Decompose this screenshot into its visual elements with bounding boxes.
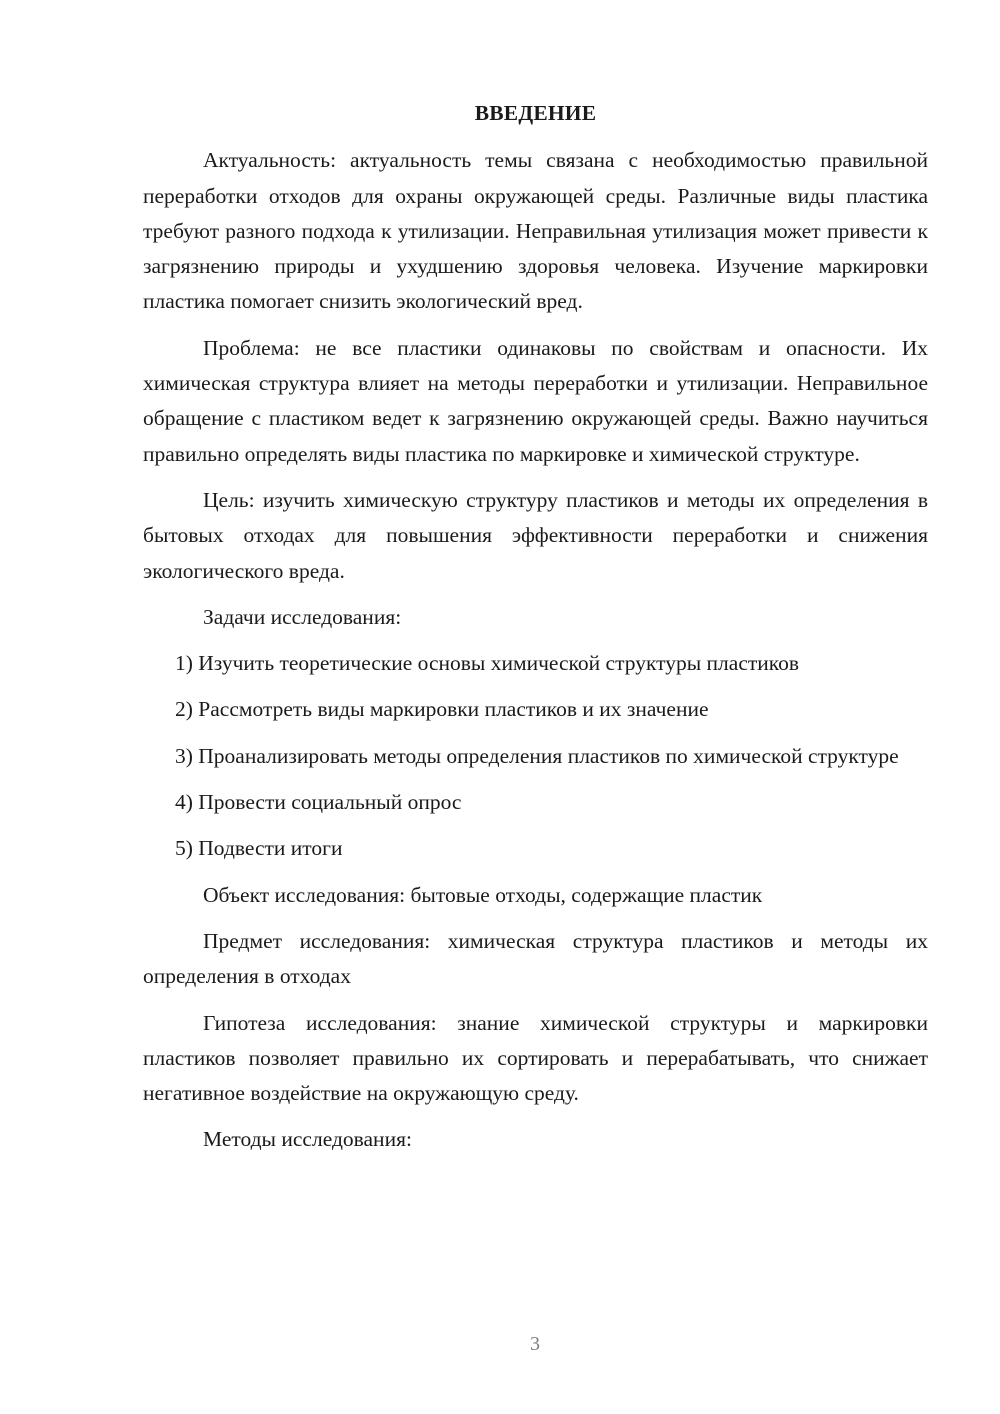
- task-item-5: 5) Подвести итоги: [175, 836, 343, 861]
- tasks-heading: Задачи исследования:: [203, 604, 402, 629]
- task-item-3: 3) Проанализировать методы определения пластиков по химической структуре: [175, 743, 899, 768]
- task-item-1: 1) Изучить теоретические основы химической структуры пластиков: [175, 651, 800, 676]
- object-paragraph: Объект исследования: бытовые отходы, содержащие пластик: [203, 882, 763, 907]
- task-item-4: 4) Провести социальный опрос: [175, 790, 462, 815]
- hypothesis-paragraph: Гипотеза исследования: знание химической структуры и маркировки пластиков позволяет правильно их сортировать и перерабатывать, что снижает негативное воздействие на окружающую среду.: [143, 1010, 928, 1106]
- page-number: 3: [530, 1333, 540, 1355]
- task-item-2: 2) Рассмотреть виды маркировки пластиков и их значение: [175, 697, 709, 722]
- subject-paragraph: Предмет исследования: химическая структура пластиков и методы их определения в отходах: [143, 928, 928, 989]
- page-content: [143, 96, 928, 1169]
- problem-paragraph: Проблема: не все пластики одинаковы по свойствам и опасности. Их химическая структура влияет на методы переработки и утилизации. Неправильное обращение с пластиком ведет к загрязнению окружающей среды. Важно научиться правильно определять виды пластика по маркировке и химической структуре.: [143, 335, 928, 466]
- relevance-paragraph: Актуальность: актуальность темы связана с необходимостью правильной переработки отходов для охраны окружающей среды. Различные виды пластика требуют разного подхода к утилизации. Неправильная утилизация может привести к загрязнению природы и ухудшению здоровья человека. Изучение маркировки пластика помогает снизить экологический вред.: [143, 148, 928, 314]
- page-title: ВВЕДЕНИЕ: [474, 101, 597, 125]
- goal-paragraph: Цель: изучить химическую структуру пластиков и методы их определения в бытовых отходах для повышения эффективности переработки и снижения экологического вреда.: [143, 487, 928, 583]
- methods-heading: Методы исследования:: [203, 1127, 412, 1152]
